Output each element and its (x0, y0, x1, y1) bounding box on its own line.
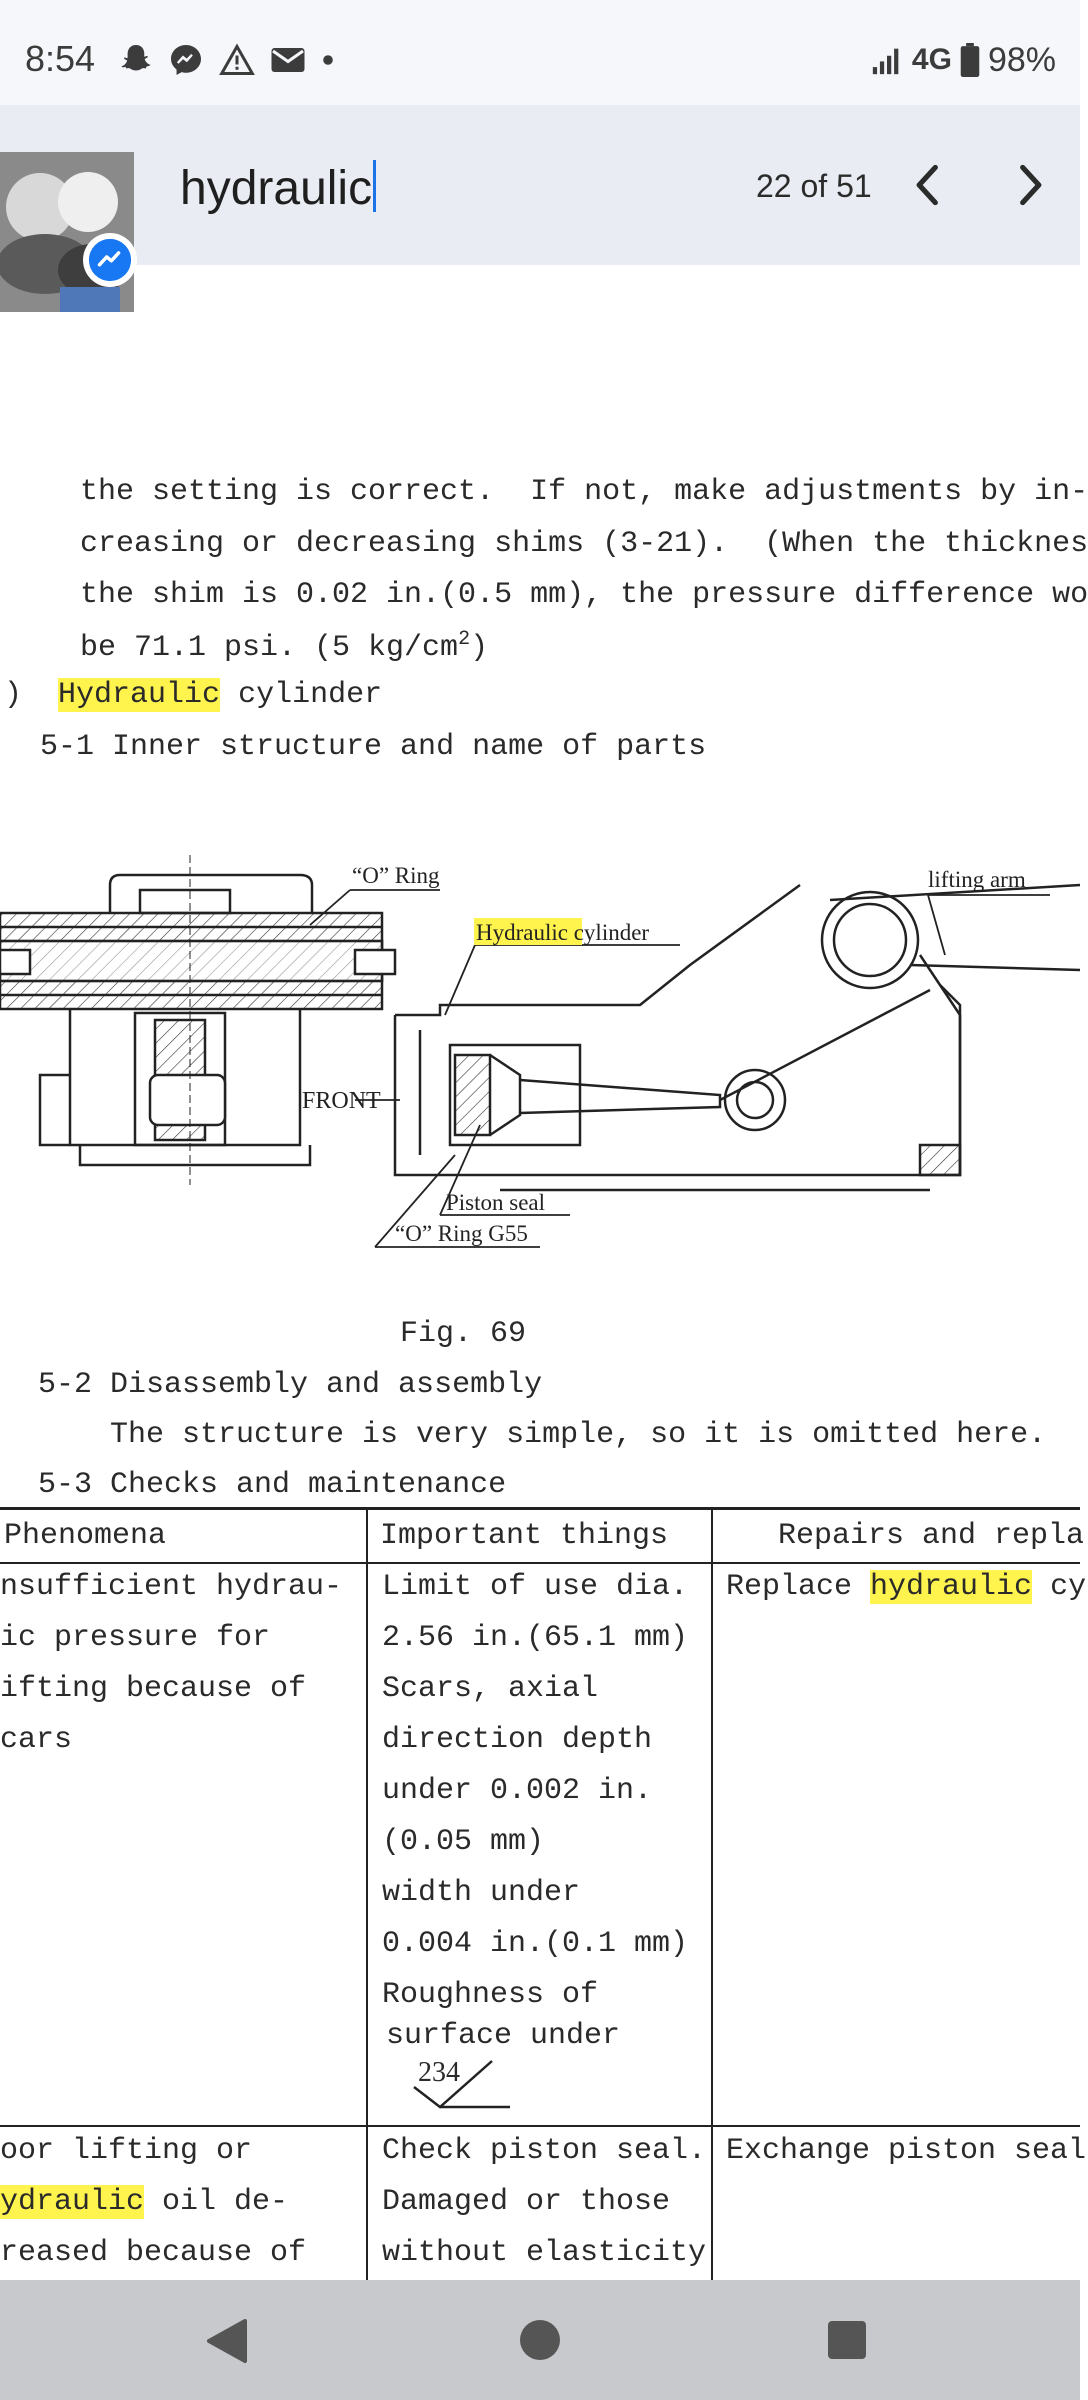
roughness-symbol (410, 2057, 520, 2122)
previous-match-button[interactable] (898, 155, 958, 215)
recents-square-icon (827, 2320, 867, 2360)
table-cell: without elasticity (382, 2236, 707, 2270)
table-cell: 0.004 in.(0.1 mm) (382, 1927, 689, 1961)
notification-icons (118, 40, 336, 80)
repair-pre: Replace (726, 1570, 871, 1604)
para-line-4 (80, 628, 488, 665)
para-line-3: the shim is 0.02 in.(0.5 mm), the pressure difference wo (80, 578, 1088, 612)
document-page[interactable] (0, 265, 1088, 2280)
table-cell: (0.05 mm) (382, 1825, 545, 1859)
repair-post: cy (1032, 1570, 1087, 1604)
table-cell: nsufficient hydrau- (0, 1570, 343, 1604)
table-cell (726, 1570, 1086, 1604)
system-navigation-bar (0, 2280, 1080, 2400)
search-highlight: Hydraulic (58, 678, 221, 712)
avatar (0, 152, 134, 312)
mail-icon (270, 44, 306, 76)
label-hydraulic-cylinder (476, 920, 649, 945)
table-cell: under 0.002 in. (382, 1774, 653, 1808)
label-cyl-hl: Hydraulic (476, 920, 568, 945)
table-header: Phenomena (4, 1519, 167, 1553)
label-o-ring: “O” Ring (352, 863, 440, 888)
subsection-5-3: 5-3 Checks and maintenance (38, 1468, 507, 1502)
battery-icon (960, 43, 980, 77)
superscript: 2 (458, 628, 471, 651)
para-line-4-text: be 71.1 psi. (5 kg/cm (80, 631, 459, 665)
text-caret (373, 160, 376, 212)
table-cell: Limit of use dia. (382, 1570, 689, 1604)
subsection-5-1: 5-1 Inner structure and name of parts (40, 730, 707, 764)
table-cell: surface under (386, 2019, 621, 2053)
next-match-button[interactable] (1000, 155, 1060, 215)
messenger-icon (168, 42, 204, 78)
label-front: FRONT (302, 1088, 381, 1114)
table-cell: Damaged or those (382, 2185, 671, 2219)
chevron-right-icon (1012, 163, 1048, 207)
roughness-value: 234 (418, 2057, 460, 2088)
home-button[interactable] (518, 2318, 562, 2362)
status-bar (0, 0, 1080, 105)
table-cell: Scars, axial (382, 1672, 599, 1706)
messenger-chat-head[interactable] (0, 152, 134, 312)
system-icons (870, 40, 1056, 80)
para-line-4-end: ) (470, 631, 489, 665)
warning-icon (218, 42, 256, 78)
table-header: Important things (380, 1519, 669, 1553)
table-cell: 2.56 in.(65.1 mm) (382, 1621, 689, 1655)
search-highlight: hydraulic (870, 1570, 1033, 1604)
table-cell: Check piston seal. (382, 2134, 707, 2168)
section-heading (4, 678, 382, 712)
table-cell: Roughness of (382, 1978, 599, 2012)
network-type: 4G (911, 43, 952, 76)
messenger-badge (83, 233, 137, 287)
match-count: 22 of 51 (756, 168, 872, 204)
label-o-ring-g55: “O” Ring G55 (395, 1221, 528, 1246)
phenomena-rest: oil de- (144, 2185, 289, 2219)
section-prefix: ) (4, 678, 23, 712)
back-button[interactable] (205, 2318, 255, 2368)
signal-icon (870, 43, 904, 77)
table-cell (0, 2185, 288, 2219)
para-line-2: creasing or decreasing shims (3-21). (When the thicknes (80, 527, 1088, 561)
search-highlight: ydraulic (0, 2185, 145, 2219)
table-cell: width under (382, 1876, 581, 1910)
messenger-icon (87, 237, 133, 283)
table-cell: Exchange piston seal (726, 2134, 1087, 2168)
find-input[interactable] (180, 160, 376, 216)
chevron-left-icon (910, 163, 946, 207)
figure-caption: Fig. 69 (400, 1317, 527, 1351)
status-time: 8:54 (25, 38, 96, 79)
table-cell: ic pressure for (0, 1621, 271, 1655)
table-cell: reased because of (0, 2236, 307, 2270)
label-cyl-rest: cylinder (567, 920, 650, 945)
back-triangle-icon (205, 2318, 249, 2364)
table-cell: direction depth (382, 1723, 653, 1757)
table-cell: cars (0, 1723, 73, 1757)
subsection-5-2-text: The structure is very simple, so it is omitted here. (110, 1418, 1047, 1452)
label-piston-seal: Piston seal (446, 1190, 546, 1215)
battery-level: 98% (987, 40, 1056, 79)
dot-icon (320, 52, 336, 68)
shaft-assembly (0, 855, 395, 1185)
snapchat-icon (118, 42, 154, 78)
table-header: Repairs and repla (778, 1519, 1085, 1553)
recents-button[interactable] (827, 2320, 867, 2360)
subsection-5-2: 5-2 Disassembly and assembly (38, 1368, 543, 1402)
home-circle-icon (518, 2318, 562, 2362)
para-line-1: the setting is correct. If not, make adjustments by in- (80, 475, 1088, 509)
section-title-rest: cylinder (220, 678, 383, 712)
label-lifting-arm: lifting arm (928, 867, 1026, 892)
find-query[interactable]: hydraulic (180, 162, 373, 215)
table-cell: ifting because of (0, 1672, 307, 1706)
table-cell: oor lifting or (0, 2134, 253, 2168)
